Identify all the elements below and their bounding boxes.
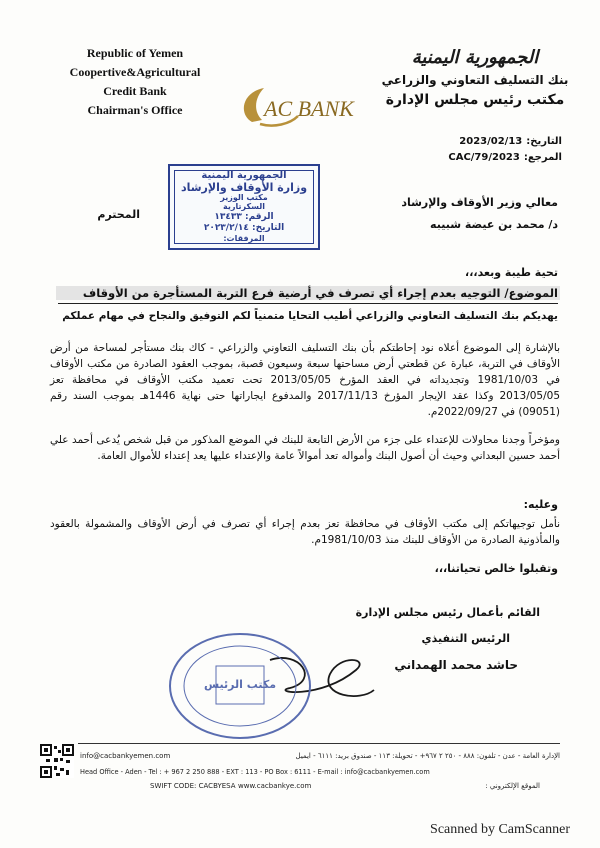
arabic-office-name: مكتب رئيس مجلس الإدارة bbox=[385, 92, 565, 108]
arabic-bank-name: بنك التسليف التعاوني والزراعي bbox=[381, 73, 569, 87]
subject-underline bbox=[58, 303, 558, 304]
stamp-line: الرقم: ١٣٤٣٣ bbox=[214, 212, 274, 222]
signatory-name: حاشد محمد الهمداني bbox=[394, 658, 518, 672]
qr-code-icon bbox=[40, 744, 74, 778]
request-paragraph: نأمل توجيهاتكم إلى مكتب الأوقاف في محافظة تعز بعدم إجراء أي تصرف في أرض الأوقاف والمشمولة بالعقود والمأذونية الصادرة من الأوقاف للبنك منذ 1981/10/03م. bbox=[50, 518, 560, 546]
bank-round-seal bbox=[166, 630, 314, 742]
date-label: التاريخ: bbox=[526, 136, 562, 147]
stamp-line: مكتب الوزير bbox=[220, 193, 268, 202]
stamp-line: المرفقات: bbox=[223, 234, 265, 243]
signatory-role-ceo: الرئيس التنفيذي bbox=[421, 632, 510, 645]
addressee-name: د/ محمد بن عيضة شبيبه bbox=[430, 218, 558, 231]
footer-swift-code: SWIFT CODE: CACBYESA bbox=[150, 782, 236, 790]
stamp-line: السكرتارية bbox=[223, 202, 265, 211]
stamp-line: وزارة الأوقاف والإرشاد bbox=[180, 181, 308, 194]
body-paragraph: ومؤخراً وجدنا محاولات للإعتداء على جزء من الأرض التابعة للبنك في الموضع المذكور من قبل شخص يُدعى أحمد علي أحمد حسين البعداني وحيث أن أصول البنك وأمواله تعد أموالاً عامة والإعتداء عليها يعد إعتداء للأموال العامة. bbox=[50, 434, 560, 462]
letterhead-line: Credit Bank bbox=[103, 84, 167, 98]
seal-text: مكتب الرئيس bbox=[203, 678, 277, 691]
intro-sentence: يهديكم بنك التسليف التعاوني والزراعي أطيب التحايا متمنياً لكم التوفيق والنجاح في مهام عملكم bbox=[62, 310, 558, 322]
ministry-received-stamp bbox=[168, 164, 320, 250]
footer-english-address: Head Office - Aden - Tel : + 967 2 250 888 - EXT : 113 - PO Box : 6111 - E-mail : info@cacbankyemen.com bbox=[80, 768, 430, 776]
letterhead-line: Coopertive&Agricultural bbox=[69, 65, 201, 79]
scanner-watermark: Scanned by CamScanner bbox=[430, 822, 570, 837]
svg-text:AC BANK: AC BANK bbox=[264, 96, 354, 121]
date-value: 2023/02/13 bbox=[459, 136, 523, 147]
english-letterhead bbox=[60, 44, 210, 120]
footer-arabic-address: الإدارة العامة - عدن - تلفون: ٨٨٨ - ٢٥٠ ٢ ٩٦٧+ - تحويلة: ١١٣ - صندوق بريد: ٦١١١ - ايميل bbox=[295, 752, 560, 760]
subject-line: الموضوع/ التوجيه بعدم إجراء أي تصرف في أرضية فرع التربة المستأجرة من الأوقاف bbox=[56, 286, 560, 300]
reference-label: المرجع: bbox=[523, 152, 562, 163]
stamp-line: التاريخ: ٢٠٢٣/٢/١٤ bbox=[203, 223, 285, 233]
signatory-role-acting-chairman: القائم بأعمال رئيس مجلس الإدارة bbox=[355, 606, 540, 619]
cac-bank-logo bbox=[234, 84, 368, 132]
addressee-title: معالي وزير الأوقاف والإرشاد bbox=[401, 196, 558, 209]
reference-line bbox=[362, 152, 562, 163]
greeting: تحية طيبة وبعد،،، bbox=[465, 266, 558, 279]
closing-line: وتقبلوا خالص تحياتنا،،، bbox=[434, 562, 558, 575]
letterhead-line: Republic of Yemen bbox=[86, 46, 184, 60]
letterhead-line: Chairman's Office bbox=[87, 103, 183, 117]
therefore-label: وعليه: bbox=[523, 498, 558, 511]
arabic-letterhead bbox=[380, 46, 570, 110]
stamp-line: الجمهورية اليمنية bbox=[201, 170, 287, 181]
arabic-republic-title: الجمهورية اليمنية bbox=[411, 47, 539, 68]
addressee-honorific: المحترم bbox=[97, 208, 140, 221]
reference-value: CAC/79/2023 bbox=[448, 152, 520, 163]
footer-website-label: الموقع الإلكتروني : bbox=[485, 782, 540, 790]
footer-email: info@cacbankyemen.com bbox=[80, 752, 171, 760]
footer-divider bbox=[78, 743, 560, 744]
body-paragraph: بالإشارة إلى الموضوع أعلاه نود إحاطتكم بأن بنك التسليف التعاوني والزراعي - كاك بنك مستأجر لمساحة من أرض الأوقاف في التربة، عبارة عن قطعتي أرض مساحتها سبعة وسيعون قصبة، بموجب العقود الصادرة من مكتب الأوقاف في 1981/10/03 وتجديداته في العقد المؤرخ 2013/05/05 تحت تعميد مكتب الأوقاف في محافظة تعز 2013/05/05 وكذا عقد الإيجار المؤرخ 2017/11/13 والمدفوع ايجاراتها حتى نهاية 1446هـ بموجب السند رقم (09051) في 2022/09/27م. bbox=[50, 342, 561, 418]
date-line bbox=[362, 136, 562, 147]
footer-website: www.cacbankye.com bbox=[238, 782, 312, 790]
